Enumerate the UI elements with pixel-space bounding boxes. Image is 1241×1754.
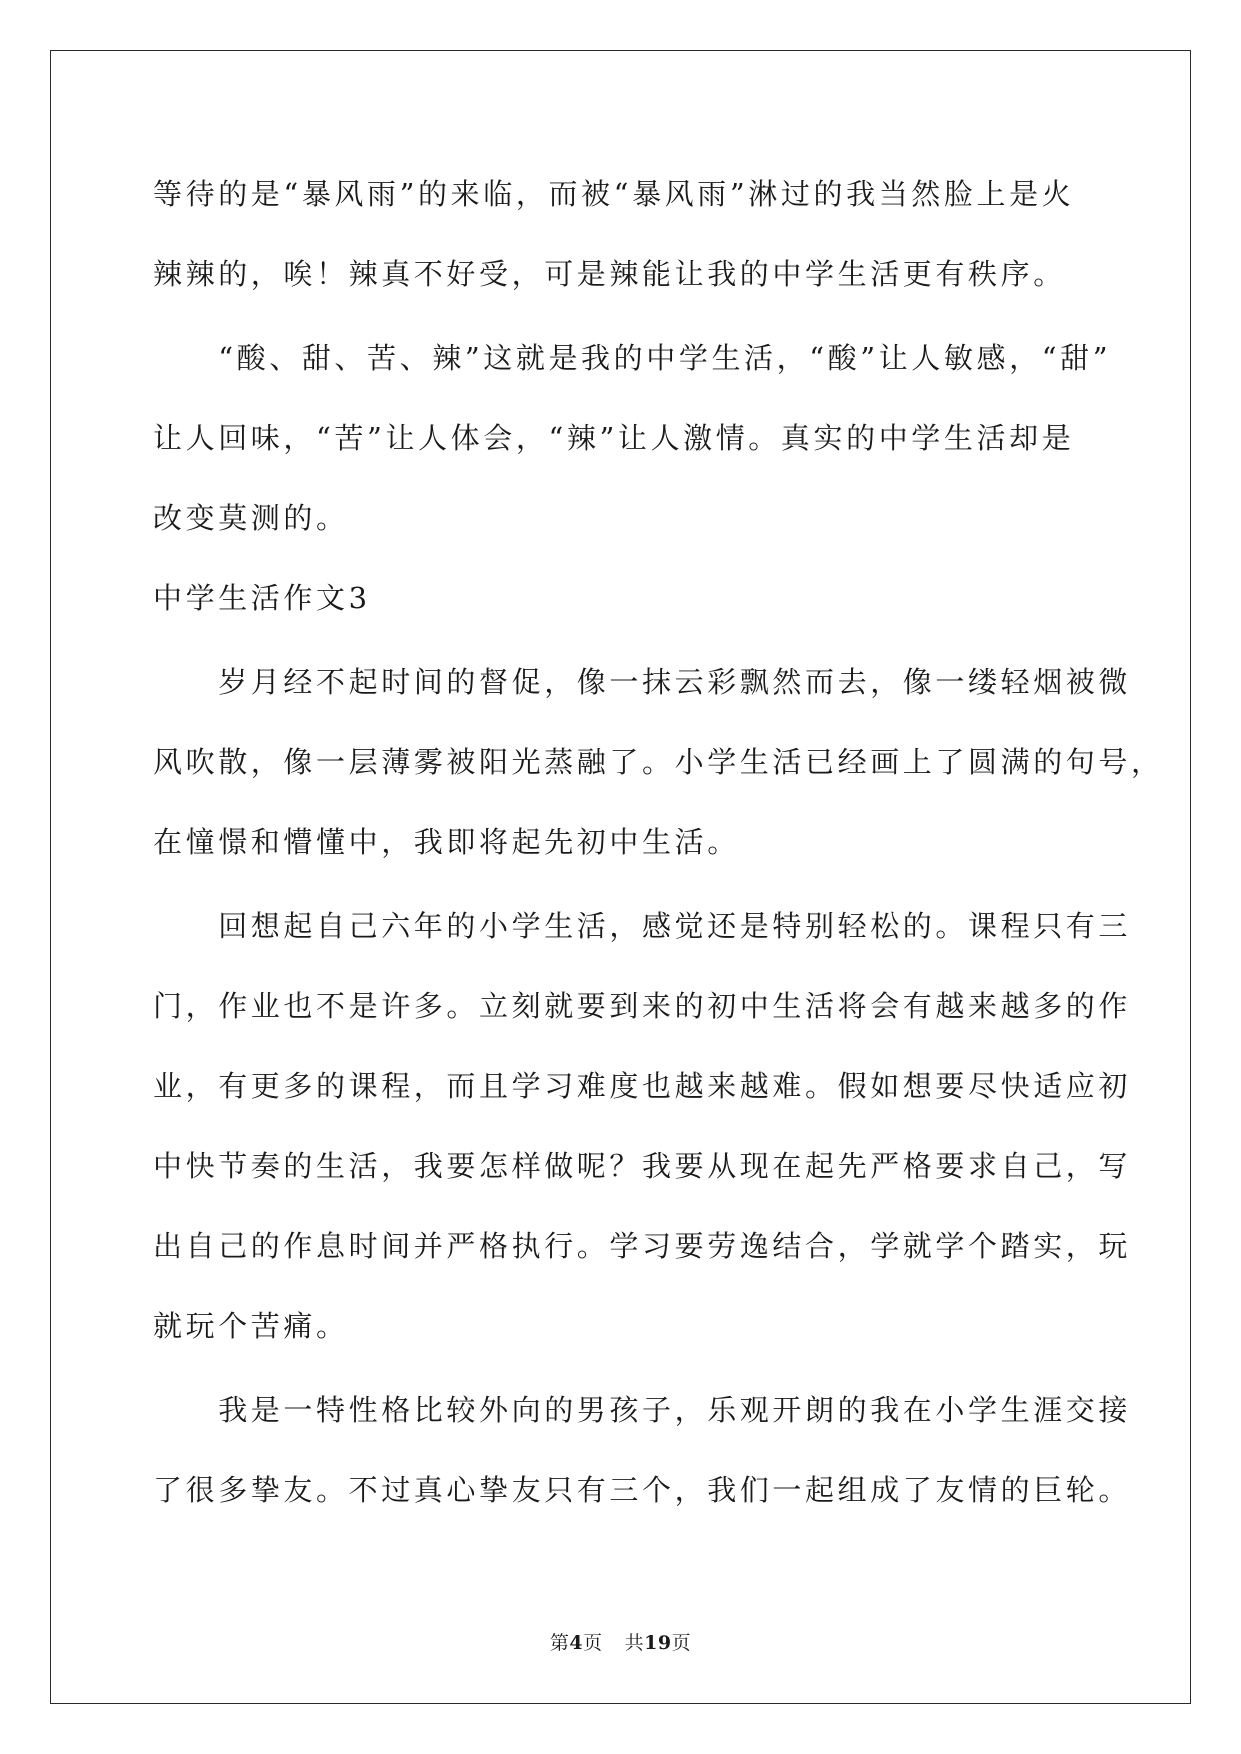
page-footer [0, 1628, 1241, 1655]
section-heading: 中学生活作文3 [153, 581, 371, 615]
footer-total-prefix: 共 [624, 1632, 645, 1654]
page-border [50, 50, 1191, 1704]
text-line: 让人回味，“苦”让人体会，“辣”让人激情。真实的中学生活却是 [153, 421, 1075, 455]
text-line: 改变莫测的。 [153, 501, 349, 535]
text-line: “酸、甜、苦、辣”这就是我的中学生活，“酸”让人敏感，“甜” [153, 341, 1112, 375]
text-line: 辣辣的，唉！辣真不好受，可是辣能让我的中学生活更有秩序。 [153, 257, 1066, 291]
text-line: 门，作业也不是许多。立刻就要到来的初中生活将会有越来越多的作 [153, 989, 1132, 1023]
text-line: 回想起自己六年的小学生活，感觉还是特别轻松的。课程只有三 [153, 909, 1132, 943]
text-line: 中快节奏的生活，我要怎样做呢？我要从现在起先严格要求自己，写 [153, 1149, 1132, 1183]
total-pages: 19 [644, 1632, 672, 1654]
text-line: 我是一特性格比较外向的男孩子，乐观开朗的我在小学生涯交接 [153, 1393, 1132, 1427]
footer-page-unit: 页 [583, 1632, 603, 1654]
text-line: 在憧憬和懵懂中，我即将起先初中生活。 [153, 825, 740, 859]
text-line: 了很多挚友。不过真心挚友只有三个，我们一起组成了友情的巨轮。 [153, 1473, 1132, 1507]
page-number: 4 [569, 1632, 584, 1654]
text-line: 业，有更多的课程，而且学习难度也越来越难。假如想要尽快适应初 [153, 1069, 1132, 1103]
text-line: 岁月经不起时间的督促，像一抹云彩飘然而去，像一缕轻烟被微 [153, 665, 1132, 699]
text-line: 等待的是“暴风雨”的来临，而被“暴风雨”淋过的我当然脸上是火 [153, 177, 1075, 211]
footer-total-unit: 页 [671, 1632, 692, 1654]
text-line: 风吹散，像一层薄雾被阳光蒸融了。小学生活已经画上了圆满的句号， [153, 745, 1164, 779]
text-line: 就玩个苦痛。 [153, 1309, 349, 1343]
footer-prefix: 第 [549, 1632, 570, 1654]
text-line: 出自己的作息时间并严格执行。学习要劳逸结合，学就学个踏实，玩 [153, 1229, 1132, 1263]
